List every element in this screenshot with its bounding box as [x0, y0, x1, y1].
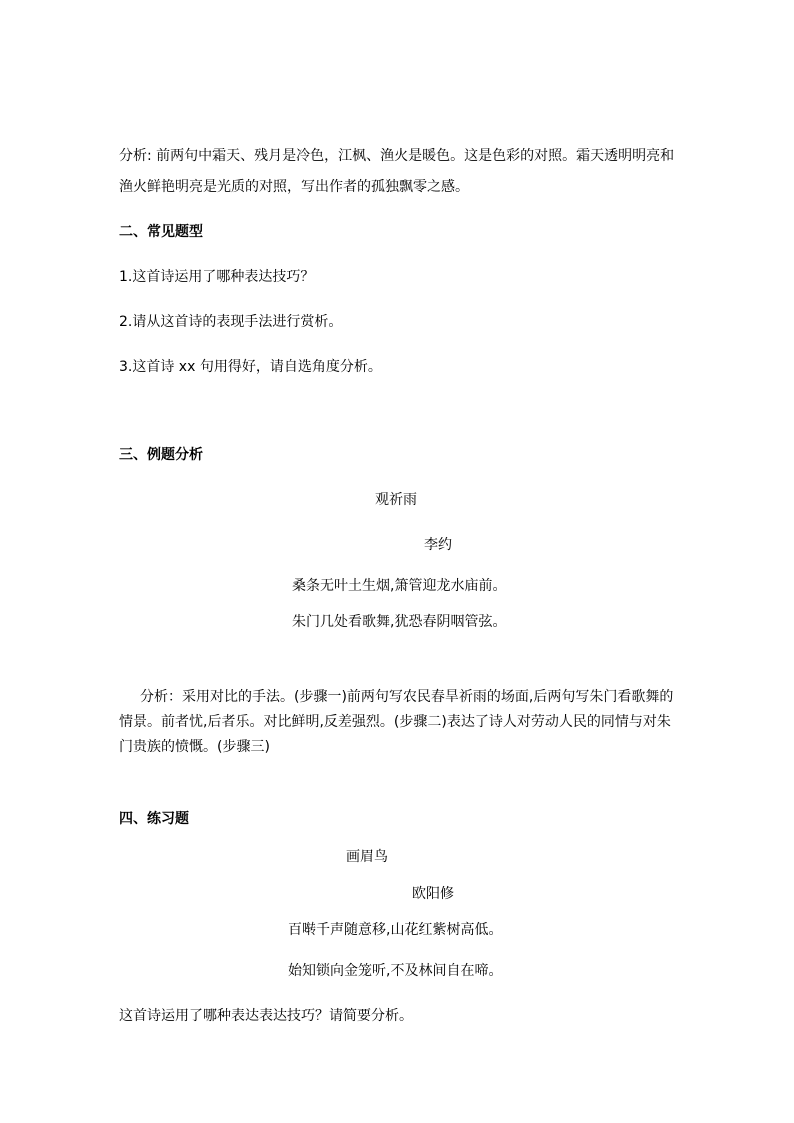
question-item-2: 2.请从这首诗的表现手法进行赏析。	[119, 314, 343, 330]
exercise-question: 这首诗运用了哪种表达表达技巧？请简要分析。	[119, 1008, 413, 1024]
question-item-3: 3.这首诗 xx 句用得好，请自选角度分析。	[119, 359, 382, 375]
poem-title-huameiniao: 画眉鸟	[346, 849, 388, 865]
poem-title-guanqiyu: 观祈雨	[375, 492, 417, 508]
exercise-poem-line-1: 百啭千声随意移,山花红紫树高低。	[288, 922, 503, 938]
analysis-line-1: 分析: 前两句中霜天、残月是冷色，江枫、渔火是暖色。这是色彩的对照。霜天透明明亮和	[119, 148, 675, 164]
poem-line-2: 朱门几处看歌舞,犹恐春阴咽管弦。	[292, 614, 507, 630]
poem-line-1: 桑条无叶土生烟,箫管迎龙水庙前。	[292, 578, 507, 594]
poem-author-ouyangxiu: 欧阳修	[412, 886, 454, 902]
section-heading-question-types: 二、常见题型	[119, 224, 203, 240]
section-heading-exercise: 四、练习题	[119, 811, 189, 827]
poem-author-liyue: 李约	[424, 537, 452, 553]
exercise-poem-line-2: 始知锁向金笼听,不及林间自在啼。	[288, 963, 503, 979]
analysis-line-2: 渔火鲜艳明亮是光质的对照，写出作者的孤独飘零之感。	[119, 179, 469, 195]
question-item-1: 1.这首诗运用了哪种表达技巧？	[119, 269, 315, 285]
example-analysis-line-2: 情景。前者忧,后者乐。对比鲜明,反差强烈。(步骤二)表达了诗人对劳动人民的同情与对朱	[119, 714, 671, 730]
section-heading-example: 三、例题分析	[119, 447, 203, 463]
example-analysis-line-3: 门贵族的愤慨。(步骤三)	[119, 739, 270, 755]
example-analysis-line-1: 分析：采用对比的手法。(步骤一)前两句写农民春旱祈雨的场面,后两句写朱门看歌舞的	[140, 689, 674, 705]
